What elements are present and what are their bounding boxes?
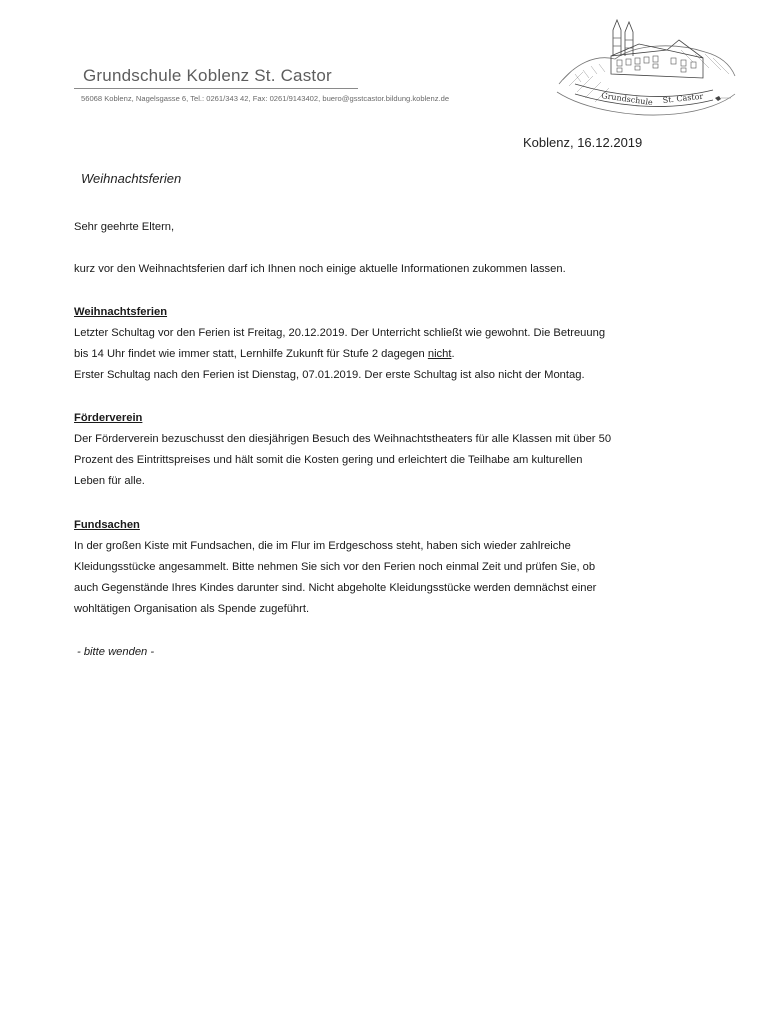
please-turn-over-note: - bitte wenden - bbox=[77, 646, 155, 658]
intro-paragraph: kurz vor den Weihnachtsferien darf ich Ihnen noch einige aktuelle Informationen zukommen lassen. bbox=[74, 263, 566, 275]
emphasis-underlined: nicht bbox=[427, 348, 452, 360]
paragraph-line: Der Förderverein bezuschusst den diesjährigen Besuch des Weihnachtstheaters für alle Klassen mit über 50 bbox=[74, 433, 612, 445]
salutation: Sehr geehrte Eltern, bbox=[74, 221, 175, 233]
paragraph-text: bis 14 Uhr findet wie immer statt, Lernhilfe Zukunft für Stufe 2 dagegen bbox=[74, 348, 428, 360]
section-fundsachen bbox=[74, 515, 714, 620]
paragraph-line: Letzter Schultag vor den Ferien ist Freitag, 20.12.2019. Der Unterricht schließt wie gewohnt. Die Betreuung bbox=[74, 327, 606, 339]
paragraph-line bbox=[74, 344, 714, 365]
paragraph-line: auch Gegenstände Ihres Kindes darunter sind. Nicht abgeholte Kleidungsstücke werden demnächst einer bbox=[74, 582, 597, 594]
paragraph-line: wohltätigen Organisation als Spende zugeführt. bbox=[74, 603, 310, 615]
school-name: Grundschule Koblenz St. Castor bbox=[83, 66, 332, 85]
section-holidays bbox=[74, 302, 714, 386]
paragraph-text: . bbox=[451, 348, 455, 360]
section-heading: Fundsachen bbox=[74, 519, 140, 531]
section-foerderverein bbox=[74, 408, 714, 492]
school-logo-drawing bbox=[555, 14, 737, 122]
paragraph-line: Leben für alle. bbox=[74, 475, 145, 487]
header-divider bbox=[74, 88, 358, 89]
section-heading: Förderverein bbox=[74, 412, 143, 424]
section-heading: Weihnachtsferien bbox=[74, 306, 168, 318]
paragraph-line: Kleidungsstücke angesammelt. Bitte nehmen Sie sich vor den Ferien noch einmal Zeit und prüfen Sie, ob bbox=[74, 561, 596, 573]
letter-subject: Weihnachtsferien bbox=[81, 171, 182, 186]
paragraph-line: Prozent des Eintrittspreises und hält somit die Kosten gering und erleichtert die Teilhabe am kulturellen bbox=[74, 454, 583, 466]
paragraph-line: Erster Schultag nach den Ferien ist Dienstag, 07.01.2019. Der erste Schultag ist also nicht der Montag. bbox=[74, 369, 585, 381]
logo-text-castor: St. Castor bbox=[662, 91, 704, 105]
paragraph-line: In der großen Kiste mit Fundsachen, die im Flur im Erdgeschoss steht, haben sich wieder zahlreiche bbox=[74, 540, 571, 552]
letter-date: Koblenz, 16.12.2019 bbox=[523, 135, 643, 150]
school-address: 56068 Koblenz, Nagelsgasse 6, Tel.: 0261/343 42, Fax: 0261/9143402, buero@gsstcastor.bildung.koblenz.de bbox=[81, 94, 450, 103]
logo-text-school: Grundschule bbox=[600, 91, 654, 108]
